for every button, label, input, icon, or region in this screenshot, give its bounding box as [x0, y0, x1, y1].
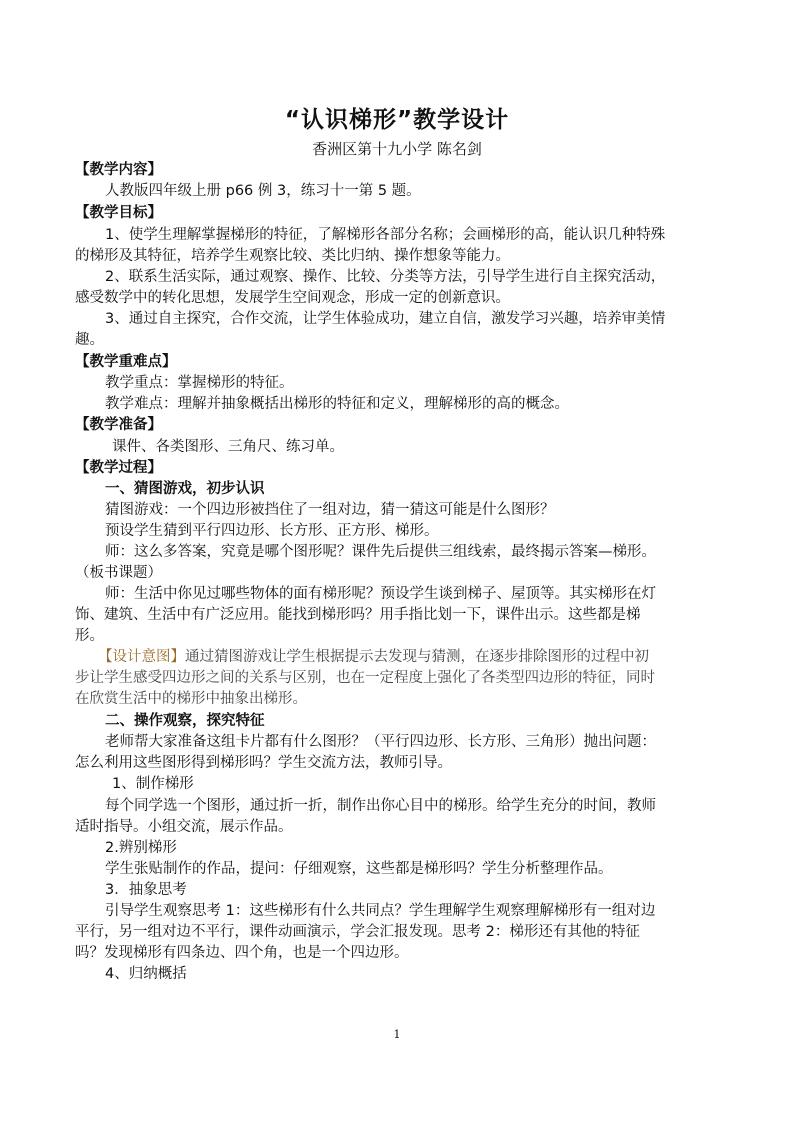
- paragraph-line: 人教版四年级上册 p66 例 3，练习十一第 5 题。: [105, 183, 421, 199]
- subheading-guess-game: 一、猜图游戏，初步认识: [105, 481, 265, 497]
- paragraph-line: 教学重点：掌握梯形的特征。: [105, 375, 294, 391]
- paragraph-line: 课件、各类图形、三角尺、练习单。: [112, 439, 344, 455]
- design-intent-line: [98, 647, 649, 667]
- paragraph-line: 吗？发现梯形有四条边、四个角，也是一个四边形。: [75, 945, 409, 961]
- paragraph-line: 学生张贴制作的作品，提问：仔细观察，这些都是梯形吗？学生分析整理作品。: [105, 861, 613, 877]
- paragraph-line: 的梯形及其特征，培养学生观察比较、类比归纳、操作想象等能力。: [75, 248, 510, 264]
- paragraph-line: 怎么利用这些图形得到梯形吗？学生交流方法，教师引导。: [75, 755, 452, 771]
- paragraph-line: 饰、建筑、生活中有广泛应用。能找到梯形吗？用手指比划一下，课件出示。这些都是梯: [75, 607, 641, 623]
- paragraph-line: 师：这么多答案，究竟是哪个图形呢？课件先后提供三组线索，最终揭示答案—梯形。: [105, 544, 656, 560]
- paragraph-line: 预设学生猜到平行四边形、长方形、正方形、梯形。: [105, 523, 439, 539]
- paragraph-line: 形。: [75, 628, 104, 644]
- heading-key-difficulties: 【教学重难点】: [75, 354, 177, 370]
- paragraph-line: 每个同学选一个图形，通过折一折，制作出你心目中的梯形。给学生充分的时间，教师: [105, 798, 656, 814]
- paragraph-line: 猜图游戏：一个四边形被挡住了一组对边，猜一猜这可能是什么图形？: [105, 502, 555, 518]
- design-intent-text: 通过猜图游戏让学生根据提示去发现与猜测，在逐步排除图形的过程中初: [185, 649, 649, 665]
- paragraph-line: 4、归纳概括: [105, 966, 187, 982]
- paragraph-line: 3、通过自主探究，合作交流，让学生体验成功，建立自信，激发学习兴趣，培养审美情: [105, 311, 666, 327]
- paragraph-line: 平行，另一组对边不平行，课件动画演示，学会汇报发现。思考 2：梯形还有其他的特征: [75, 924, 640, 940]
- subheading-operate-observe: 二、操作观察，探究特征: [105, 713, 265, 729]
- paragraph-line: 2、联系生活实际，通过观察、操作、比较、分类等方法，引导学生进行自主探究活动，: [105, 269, 666, 285]
- paragraph-line: 3．抽象思考: [105, 882, 187, 898]
- paragraph-line: 引导学生观察思考 1：这些梯形有什么共同点？学生理解学生观察理解梯形有一组对边: [105, 903, 656, 919]
- document-title: “认识梯形”教学设计: [284, 107, 510, 133]
- paragraph-line: 教学难点：理解并抽象概括出梯形的特征和定义，理解梯形的高的概念。: [105, 396, 569, 412]
- paragraph-line: （板书课题）: [75, 565, 162, 581]
- paragraph-line: 1、使学生理解掌握梯形的特征，了解梯形各部分名称；会画梯形的高，能认识几种特殊: [105, 227, 666, 243]
- document-author: 香洲区第十九小学 陈名剑: [312, 140, 482, 158]
- heading-teaching-goals: 【教学目标】: [75, 205, 162, 221]
- heading-preparation: 【教学准备】: [75, 417, 162, 433]
- page-number: 1: [393, 1028, 401, 1041]
- paragraph-line: 师：生活中你见过哪些物体的面有梯形呢？预设学生谈到梯子、屋顶等。其实梯形在灯: [105, 586, 656, 602]
- paragraph-line: 2.辨别梯形: [105, 840, 177, 856]
- paragraph-line: 趣。: [75, 332, 104, 348]
- design-intent-line: 在欣赏生活中的梯形中抽象出梯形。: [75, 691, 307, 707]
- design-intent-line: 步让学生感受四边形之间的关系与区别，也在一定程度上强化了各类型四边形的特征，同时: [75, 670, 655, 686]
- paragraph-line: 适时指导。小组交流，展示作品。: [75, 819, 293, 835]
- paragraph-line: 感受数学中的转化思想，发展学生空间观念，形成一定的创新意识。: [75, 290, 510, 306]
- design-intent-label: 【设计意图】: [98, 649, 185, 665]
- heading-teaching-process: 【教学过程】: [75, 460, 162, 476]
- paragraph-line: 老师帮大家准备这组卡片都有什么图形？（平行四边形、长方形、三角形）抛出问题：: [105, 734, 656, 750]
- heading-teaching-content: 【教学内容】: [75, 162, 162, 178]
- paragraph-line: 1、制作梯形: [112, 776, 194, 792]
